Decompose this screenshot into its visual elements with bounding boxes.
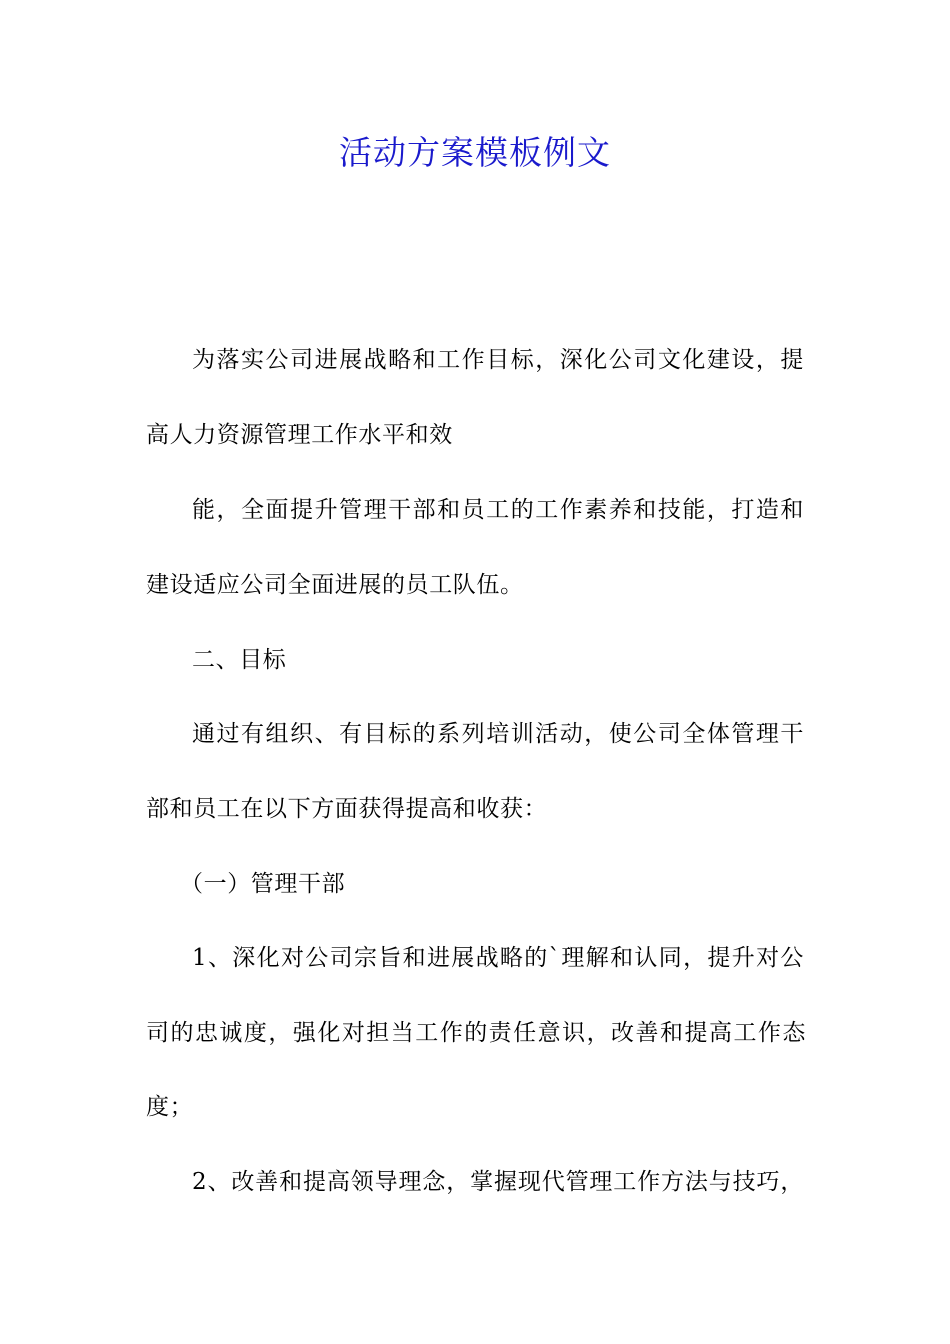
section-heading: 二、目标 [192, 647, 287, 673]
subsection-heading: （一）管理干部 [180, 871, 346, 897]
list-item-line: 1、深化对公司宗旨和进展战略的`理解和认同，提升对公 [192, 945, 804, 971]
paragraph-line: 能，全面提升管理干部和员工的工作素养和技能，打造和 [192, 497, 804, 523]
paragraph-line: 部和员工在以下方面获得提高和收获： [146, 796, 548, 822]
paragraph-line: 通过有组织、有目标的系列培训活动，使公司全体管理干 [192, 721, 804, 747]
list-item-line: 度； [146, 1094, 194, 1120]
paragraph-line: 建设适应公司全面进展的员工队伍。 [146, 572, 524, 598]
list-item-line: 2、改善和提高领导理念，掌握现代管理工作方法与技巧， [192, 1169, 804, 1195]
list-item-line: 司的忠诚度，强化对担当工作的责任意识，改善和提高工作态 [146, 1020, 806, 1046]
paragraph-line: 为落实公司进展战略和工作目标，深化公司文化建设，提 [192, 347, 804, 373]
paragraph-line: 高人力资源管理工作水平和效 [146, 422, 453, 448]
document-title: 活动方案模板例文 [339, 133, 611, 172]
